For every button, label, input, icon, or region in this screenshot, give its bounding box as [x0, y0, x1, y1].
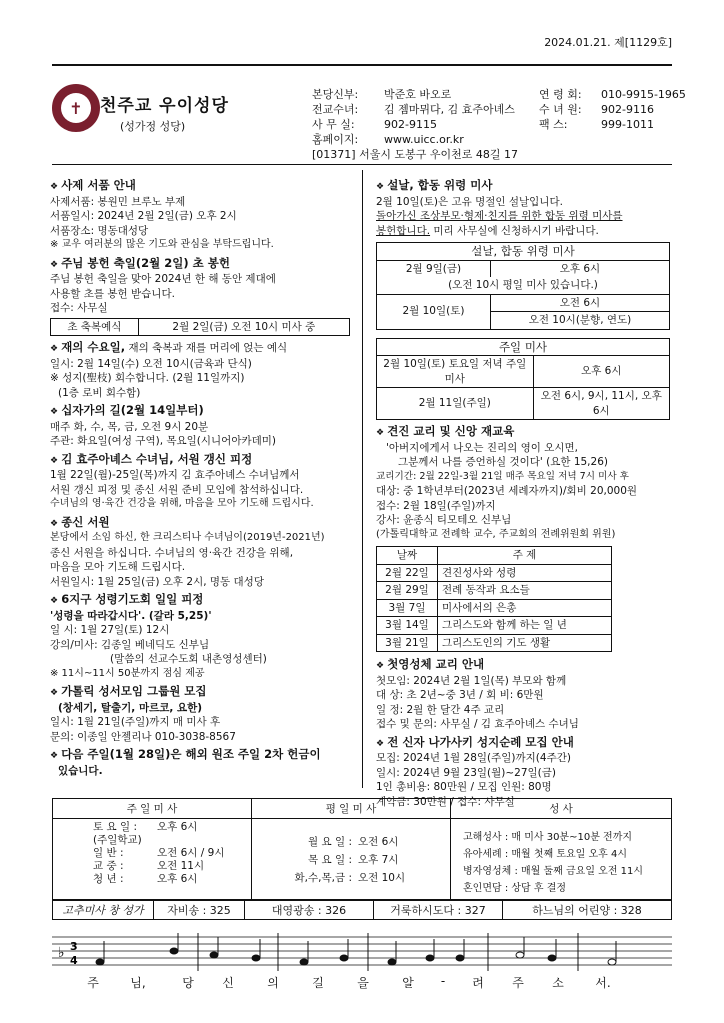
- table-header: 주 제: [438, 547, 612, 565]
- text-line: 강의/미사: 김종일 베네딕도 신부님: [50, 638, 210, 651]
- section-title: ❖ 재의 수요일, 재의 축복과 재를 머리에 얹는 예식: [50, 340, 350, 357]
- list-item: 화,수,목,금 : 오전 10시: [294, 872, 406, 884]
- list-item: 병자영성체 : 매월 둘째 금요일 오전 11시: [463, 866, 644, 877]
- music-staff: [52, 933, 672, 971]
- text-line: (가톨릭대학교 전례학 교수, 주교회의 전례위원회 위원): [376, 528, 616, 540]
- weekday-mass-list: [252, 819, 451, 900]
- text-line: '성령을 따라갑시다'. (갈라 5,25)': [50, 609, 212, 622]
- table-cell: 견진성사와 성령: [438, 564, 612, 582]
- text-line: 문의: 이종일 안젤리나 010-3038-8567: [50, 730, 236, 743]
- text-line: 서원일시: 1월 25일(금) 오후 2시, 명동 대성당: [50, 575, 264, 588]
- text-line: 주관: 화요일(여성 구역), 목요일(시니어아카데미): [50, 435, 276, 447]
- memorial-mass-table: [376, 242, 670, 330]
- hymn-label: 고추미사 창 성가: [52, 900, 153, 920]
- section-title: ❖ 6지구 성령기도회 일일 피정: [50, 592, 350, 609]
- table-cell: 2월 29일: [377, 582, 438, 600]
- hymn-lyrics: [78, 974, 658, 991]
- text-line: 1월 22일(월)-25일(목)까지 김 효주아녜스 수녀님께서: [50, 469, 300, 481]
- table-cell: 오전 6시, 9시, 11시, 오후 6시: [533, 388, 669, 420]
- table-cell: 오후 6시: [533, 356, 669, 388]
- text-line: 일 정: 2월 한 달간 4주 교리: [376, 703, 505, 716]
- section-title: ❖ 설날, 합동 위령 미사: [376, 178, 670, 195]
- table-cell: 오후 6시: [490, 260, 669, 277]
- table-cell: 2월 9일(금): [377, 260, 491, 277]
- table-cell: 미사에서의 은총: [438, 599, 612, 617]
- candle-blessing-table: [50, 318, 350, 337]
- info-row: 사 무 실: 902-9115 팩 스: 999-1011: [312, 118, 654, 131]
- text-line: 그분께서 나를 증언하실 것이다' (요한 15,26): [398, 456, 608, 468]
- list-item: (주일학교): [93, 834, 142, 846]
- text-line: 있습니다.: [58, 764, 103, 777]
- topic-table: [376, 546, 612, 652]
- column-divider: [362, 170, 363, 788]
- text-line: 첫모임: 2024년 2월 1일(목) 부모와 함께: [376, 674, 567, 687]
- text-line: 서품장소: 명동대성당: [50, 224, 149, 237]
- section-title: ❖ 견진 교리 및 신앙 재교육: [376, 424, 670, 441]
- list-item: 교 중 : 오전 11시: [93, 860, 205, 872]
- list-item: 목 요 일 : 오후 7시: [308, 854, 399, 866]
- text-line: 수녀님의 영·육간 건강을 위해, 마음을 모아 기도해 드립시다.: [50, 498, 314, 509]
- lyric: 을: [357, 976, 369, 990]
- text-line: 2월 10일(토)은 고유 명절인 설날입니다.: [376, 195, 563, 208]
- table-cell: 오전 10시(분향, 연도): [490, 312, 669, 330]
- table-header: 날짜: [377, 547, 438, 565]
- lyric: 길: [312, 976, 324, 990]
- text-line: 대 상: 초 2년~중 3년 / 회 비: 6만원: [376, 689, 544, 701]
- text-line: 모집: 2024년 1월 28일(주일)까지(4주간): [376, 752, 571, 764]
- text-line: 일 시: 1월 27일(토) 12시: [50, 624, 170, 636]
- lyric: 의: [267, 976, 279, 990]
- lyric: 알: [402, 976, 414, 990]
- section-title: ❖ 김 효주아녜스 수녀님, 서원 갱신 피정: [50, 452, 350, 469]
- lyric: 려: [472, 976, 484, 990]
- time-signature-top: 3: [70, 940, 78, 953]
- lyric: 신: [222, 976, 234, 990]
- issue-number: 2024.01.21. 제[1129호]: [544, 36, 672, 49]
- lyric: 소: [552, 976, 564, 990]
- table-cell: 2월 22일: [377, 564, 438, 582]
- table-cell: 그리스도와 함께 하는 일 년: [438, 617, 612, 635]
- text-line: 매주 화, 수, 목, 금, 오전 9시 20분: [50, 420, 209, 433]
- address: [01371] 서울시 도봉구 우이천로 48길 17: [312, 148, 518, 161]
- hymn-item: 하느님의 어린양 : 328: [502, 900, 672, 920]
- text-line: 계약금: 30만원 / 접수: 사무실: [376, 795, 515, 808]
- hymn-item: 자비송 : 325: [153, 900, 244, 920]
- text-line: (창세기, 탈출기, 마르코, 요한): [58, 701, 203, 714]
- table-row: [377, 634, 612, 652]
- table-cell: 3월 21일: [377, 634, 438, 652]
- text-line: 강사: 윤종식 티모테오 신부님: [376, 514, 512, 526]
- section-title: ❖ 주님 봉헌 축일(2월 2일) 초 봉헌: [50, 256, 350, 273]
- section-title: ❖ 사제 서품 안내: [50, 178, 350, 195]
- hymn-bar: [52, 900, 672, 920]
- parish-subtitle: (성가정 성당): [120, 120, 186, 133]
- list-item: 일 반 : 오전 6시 / 9시: [93, 847, 225, 859]
- table-cell: 2월 10일(토) 토요일 저녁 주일미사: [377, 356, 534, 388]
- table-cell: 초 축복예식: [51, 318, 139, 336]
- left-column: [50, 178, 350, 778]
- sacrament-list: [451, 819, 672, 900]
- text-line: 1인 총비용: 80만원 / 모집 인원: 80명: [376, 781, 552, 793]
- right-column: [376, 178, 670, 809]
- text-line: 종신 서원을 하십니다. 수녀님의 영·육간 건강을 위해,: [50, 546, 294, 559]
- text-line: (말씀의 선교수도회 내촌영성센터): [110, 653, 267, 665]
- table-cell: 3월 14일: [377, 617, 438, 635]
- lyric: -: [440, 974, 446, 988]
- lyric: 당: [182, 976, 194, 990]
- table-header: 평 일 미 사: [252, 799, 451, 819]
- text-line: ※ 성지(聖枝) 회수합니다. (2월 11일까지): [50, 372, 245, 384]
- info-row: 전교수녀: 김 젬마뮈다, 김 효주아녜스 수 녀 원: 902-9116: [312, 103, 654, 116]
- text-line: 대상: 중 1학년부터(2023년 세례자까지)/회비 20,000원: [376, 485, 638, 497]
- table-header: 설날, 합동 위령 미사: [377, 243, 670, 261]
- text-line: 사용할 초를 봉헌 받습니다.: [50, 287, 175, 300]
- sunday-mass-list: [53, 819, 252, 900]
- header-top-rule: [52, 64, 672, 66]
- lyric: 주: [512, 976, 524, 990]
- table-row: [377, 564, 612, 582]
- list-item: 혼인면담 : 상담 후 결정: [463, 883, 567, 894]
- text-line: 돌아가신 조상부모·형제·친지를 위한 합동 위령 미사를: [376, 210, 623, 222]
- text-line: 일시: 1월 21일(주일)까지 매 미사 후: [50, 716, 221, 728]
- list-item: 월 요 일 : 오전 6시: [308, 836, 399, 848]
- section-title: ❖ 십자가의 길(2월 14일부터): [50, 403, 350, 420]
- table-cell: 오전 6시: [490, 294, 669, 312]
- text-line: '아버지에게서 나오는 진리의 영이 오시면,: [386, 441, 579, 454]
- list-item: 고해성사 : 매 미사 30분~10분 전까지: [463, 832, 633, 843]
- hymn-item: 거룩하시도다 : 327: [373, 900, 502, 920]
- time-signature-bottom: 4: [70, 954, 78, 967]
- sunday-mass-table: [376, 338, 670, 421]
- list-item: 유아세례 : 매월 첫째 토요일 오후 4시: [463, 849, 628, 860]
- lyric: 주: [87, 976, 99, 990]
- table-row: [377, 599, 612, 617]
- cross-icon: ✝: [61, 93, 91, 123]
- staff-lines: [52, 937, 672, 965]
- table-cell: 2월 11일(주일): [377, 388, 534, 420]
- text-line: 사제서품: 봉원민 브루노 부제: [50, 195, 186, 208]
- text-line: 마음을 모아 기도해 드립시다.: [50, 561, 186, 573]
- homepage-link[interactable]: www.uicc.or.kr: [384, 133, 464, 146]
- text-line: 봉헌합니다. 미리 사무실에 신청하시기 바랍니다.: [376, 224, 599, 237]
- table-cell: 그리스도인의 기도 생활: [438, 634, 612, 652]
- table-cell: 전례 동작과 요소들: [438, 582, 612, 600]
- info-row: 본당신부: 박준호 바오로 연 령 회: 010-9915-1965: [312, 88, 686, 101]
- text-line: (1층 로비 회수함): [58, 386, 141, 399]
- lyric: 서.: [595, 976, 611, 990]
- schedule-table: [52, 798, 672, 900]
- table-cell: 3월 7일: [377, 599, 438, 617]
- section-title: ❖ 첫영성체 교리 안내: [376, 657, 670, 674]
- table-cell: (오전 10시 평일 미사 있습니다.): [377, 277, 670, 294]
- list-item: 토 요 일 : 오후 6시: [93, 821, 198, 833]
- text-line: 접수: 사무실: [50, 302, 108, 314]
- table-cell: 2월 10일(토): [377, 294, 491, 329]
- section-title: ❖ 종신 서원: [50, 515, 350, 532]
- table-row: [377, 617, 612, 635]
- text-line: 접수: 2월 18일(주일)까지: [376, 499, 496, 512]
- text-line: 주님 봉헌 축일을 맞아 2024년 한 해 동안 제대에: [50, 273, 276, 285]
- parish-info: [312, 87, 686, 162]
- text-line: 일시: 2024년 9월 23일(월)~27일(금): [376, 766, 557, 779]
- text-line: ※ 11시~11시 50분까지 점심 제공: [50, 667, 205, 679]
- section-title: ❖ 전 신자 나가사키 성지순례 모집 안내: [376, 735, 670, 752]
- text-line: 서품일시: 2024년 2월 2일(금) 오후 2시: [50, 210, 237, 222]
- text-line: 일시: 2월 14일(수) 오전 10시(금육과 단식): [50, 357, 252, 370]
- text-line: 서원 갱신 피정 및 종신 서원 준비 모임에 참석하십니다.: [50, 483, 304, 496]
- info-row: 홈페이지: www.uicc.or.kr: [312, 132, 686, 147]
- section-title: ❖ 가톨릭 성서모임 그룹원 모집: [50, 684, 350, 701]
- parish-name: 천주교 우이성당: [100, 96, 229, 116]
- parish-logo: [52, 84, 100, 132]
- text-line: 본당에서 소임 하신, 한 크리스티나 수녀님이(2019년-2021년): [50, 532, 325, 543]
- text-line: 교리기간: 2월 22일-3월 21일 매주 목요일 저녁 7시 미사 후: [376, 470, 629, 482]
- lyric: 님,: [130, 976, 146, 990]
- text-line: 접수 및 문의: 사무실 / 김 효주아녜스 수녀님: [376, 718, 579, 730]
- table-header: 주 일 미 사: [53, 799, 252, 819]
- hymn-item: 대영광송 : 326: [244, 900, 373, 920]
- table-header: 성 사: [451, 799, 672, 819]
- flat-sign: ♭: [58, 945, 65, 961]
- section-title: ❖ 다음 주일(1월 28일)은 해외 원조 주일 2차 헌금이: [50, 747, 350, 764]
- text-line: ※ 교우 여러분의 많은 기도와 관심을 부탁드립니다.: [50, 239, 274, 250]
- list-item: 청 년 : 오후 6시: [93, 873, 198, 885]
- header-bottom-rule: [52, 164, 672, 165]
- table-cell: 2월 2일(금) 오전 10시 미사 중: [138, 318, 349, 336]
- table-header: 주일 미사: [377, 338, 670, 356]
- table-row: [377, 582, 612, 600]
